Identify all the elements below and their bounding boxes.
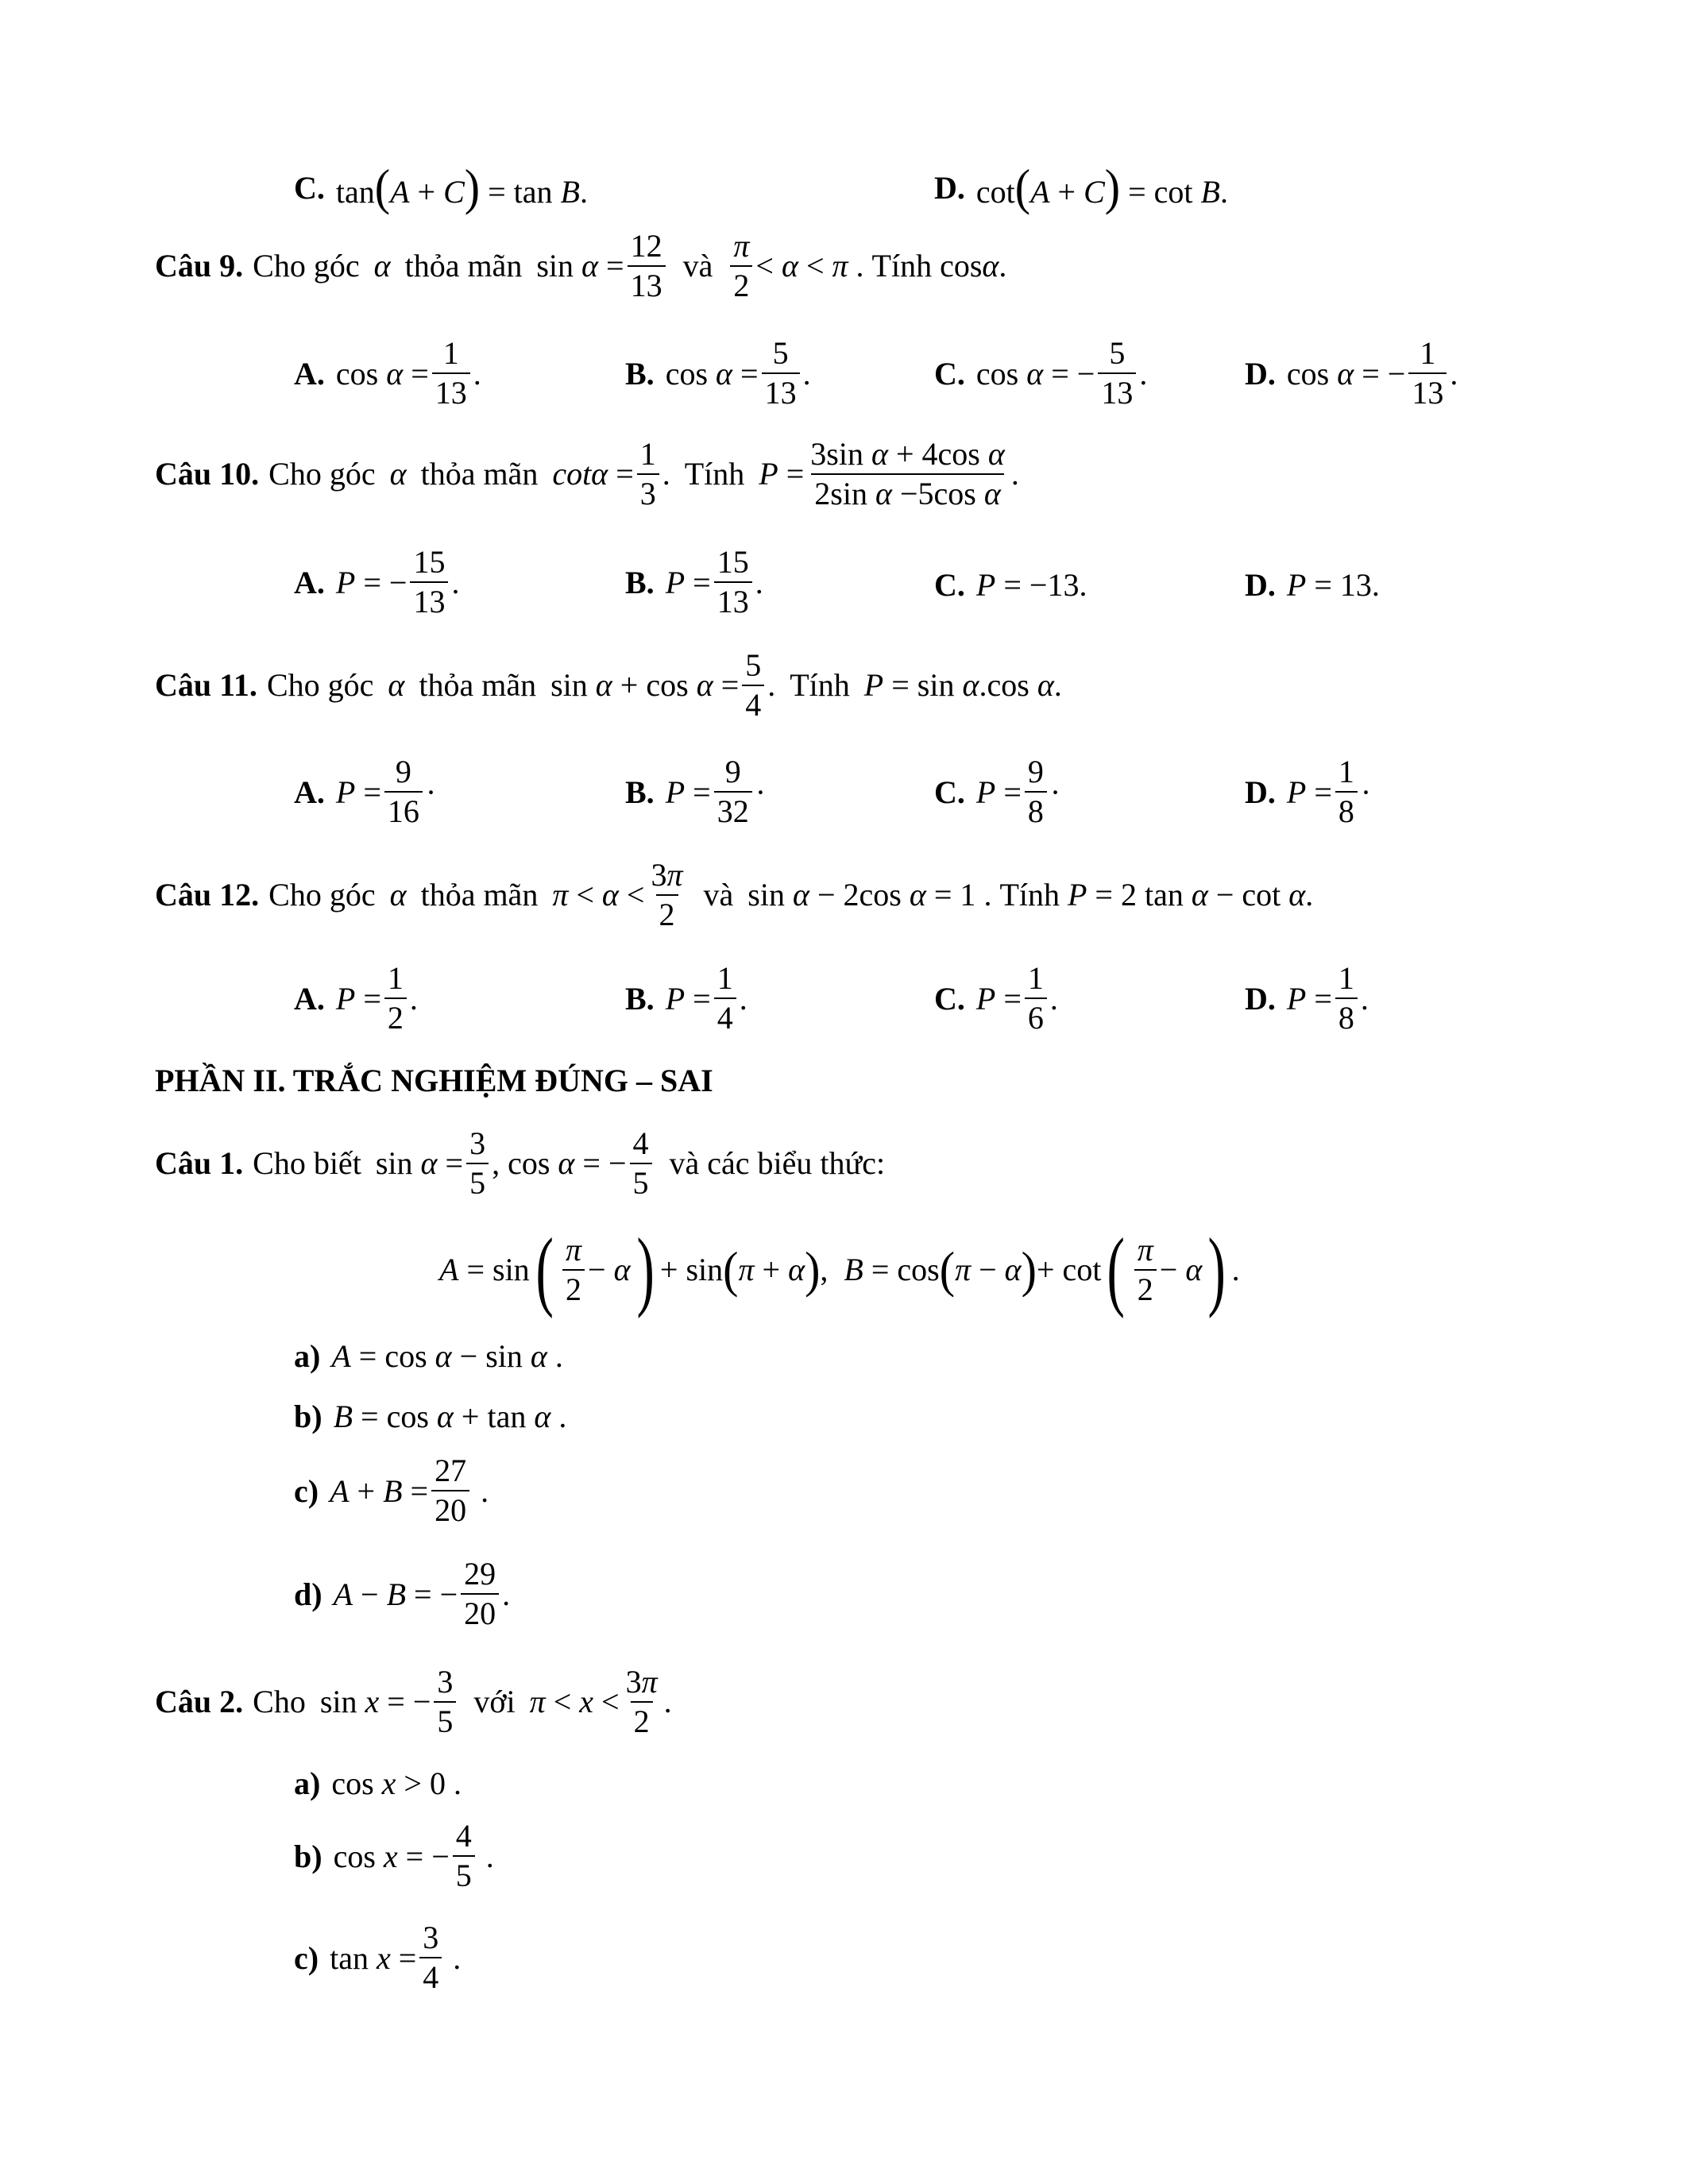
p2q1-formula: A = sin ( $\frac{\pi}{2}$ − α ) + sin ( π + α ) , B = cos ( π − α ) + cot ( $\frac{\pi}{2}$ − α ) . [439, 1221, 1240, 1319]
question-text: và [682, 248, 713, 284]
q9-option-c: C. cos α = − $\frac{5}{13}$ . [934, 335, 1148, 411]
q11-option-b: B. P = $\frac{9}{32}$ · [625, 754, 767, 829]
part2-question-1: Câu 1. Cho biết sin α = $\frac{3}{5}$ , cos α = − $\frac{4}{5}$ và các biểu thức: [155, 1125, 886, 1201]
q11-expr: P = sin α.cos α. [863, 667, 1062, 703]
question-label: Câu 1. [155, 1145, 244, 1181]
question-9: Câu 9. Cho góc α thỏa mãn sin α = $\frac{12}{13}$ và $\frac{\pi}{2}$ < α < π . Tính cosα. [155, 228, 1007, 303]
q9-option-b: B. cos α = $\frac{5}{13}$ . [625, 335, 811, 411]
item-label: b) [294, 1399, 323, 1434]
q8-option-c [294, 158, 588, 216]
q12-given: sin α − 2cos α = 1 [747, 877, 976, 913]
q11-given: sin α + cos α = [550, 667, 740, 703]
part2-question-2: Câu 2. Cho sin x = − $\frac{3}{5}$ với π < x < $\frac{3\pi}{2}$ . [155, 1664, 672, 1739]
q9-option-d: D. cos α = − $\frac{1}{13}$ . [1245, 335, 1458, 411]
p2q2-range: π < x < [529, 1684, 620, 1719]
q12-expr: P = 2 tan α − cot α. [1067, 877, 1314, 913]
option-label: C. [934, 774, 965, 810]
item-label: b) [294, 1838, 323, 1874]
option-label: B. [625, 980, 655, 1017]
item-label: a) [294, 1338, 321, 1374]
question-text: và các biểu thức: [669, 1145, 886, 1181]
question-text: Cho góc [266, 667, 374, 703]
q11-option-c: C. P = $\frac{9}{8}$ · [934, 754, 1061, 829]
q10-option-b: B. P = $\frac{15}{13}$ . [625, 544, 763, 619]
question-text: Cho góc [253, 248, 360, 284]
q11-option-a: A. P = $\frac{9}{16}$ · [294, 754, 437, 829]
question-10: Câu 10. Cho góc α thỏa mãn cotα = $\frac{1}{3}$ . Tính P = $\frac{\text{3sin α + 4cos α}}{\text{2sin α −5cos α}}$ . [155, 436, 1019, 511]
option-label: C. [934, 355, 965, 392]
option-label: C. [934, 567, 965, 603]
q9-ask: . Tính cosα. [848, 248, 1007, 284]
section-heading: PHẦN II. TRẮC NGHIỆM ĐÚNG – SAI [155, 1063, 713, 1098]
q10-option-c: C. P = −13. [934, 567, 1087, 603]
question-label: Câu 11. [155, 667, 257, 703]
question-text: Cho [253, 1684, 306, 1719]
option-label: D. [1245, 980, 1276, 1017]
option-label: B. [625, 355, 655, 392]
question-11: Câu 11. Cho góc α thỏa mãn sin α + cos α = $\frac{5}{4}$ . Tính P = sin α.cos α. [155, 647, 1062, 723]
question-text: Cho biết [253, 1145, 361, 1181]
item-label: a) [294, 1765, 321, 1801]
q12-option-b: B. P = $\frac{1}{4}$ . [625, 960, 747, 1036]
p2q1-given: sin α = [375, 1145, 464, 1181]
q12-option-d: D. P = $\frac{1}{8}$ . [1245, 960, 1369, 1036]
option-label: D. [1245, 355, 1276, 392]
option-label: D. [1245, 567, 1276, 603]
q10-option-d: D. P = 13. [1245, 567, 1380, 603]
question-label: Câu 2. [155, 1684, 244, 1719]
q11-option-d: D. P = $\frac{1}{8}$ · [1245, 754, 1372, 829]
q8-option-d [934, 158, 1228, 216]
fraction: $\frac{\pi}{2}$ [730, 230, 752, 302]
p2q2-given: sin x = − [319, 1684, 431, 1719]
p2q2-item-b: b) cos x = − $\frac{4}{5}$ . [294, 1818, 494, 1893]
option-label: A. [294, 980, 325, 1017]
question-label: Câu 10. [155, 456, 260, 492]
option-label: A. [294, 774, 325, 810]
option-label: B. [625, 774, 655, 810]
question-text: Tính [790, 667, 850, 703]
question-text: và [703, 877, 734, 913]
q8-option-d-expr: cot(A + C) = cot B. [975, 158, 1228, 216]
q12-option-a: A. P = $\frac{1}{2}$ . [294, 960, 418, 1036]
item-label: c) [294, 1939, 319, 1976]
q8-option-c-expr: tan(A + C) = tan B. [335, 158, 588, 216]
question-12: Câu 12. Cho góc α thỏa mãn π < α < $\frac{3\pi}{2}$ và sin α − 2cos α = 1 . Tính P = 2 tan α − cot α. [155, 857, 1314, 932]
item-label: c) [294, 1472, 319, 1509]
q12-option-c: C. P = $\frac{1}{6}$ . [934, 960, 1058, 1036]
question-text: Tính [684, 456, 745, 492]
fraction: $\frac{12}{13}$ [628, 230, 666, 302]
q9-given: sin α = [536, 248, 624, 284]
q10-given: cotα = [552, 456, 634, 492]
fraction: $\frac{\text{3sin α + 4cos α}}{\text{2sin α −5cos α}}$ [810, 436, 1005, 511]
p2q2-item-c: c) tan x = $\frac{3}{4}$ . [294, 1920, 462, 1995]
option-label: C. [294, 169, 325, 206]
p2q1-item-d: d) A − B = − $\frac{29}{20}$ . [294, 1556, 511, 1631]
question-text: Cho góc [268, 877, 376, 913]
q12-ask: . Tính [975, 877, 1068, 913]
question-text: Cho góc [268, 456, 376, 492]
option-label: A. [294, 564, 325, 600]
question-label: Câu 12. [155, 877, 260, 913]
q9-range: < α < π [755, 248, 848, 284]
p2q1-item-b: b) B = cos α + tan α . [294, 1399, 567, 1434]
option-label: D. [1245, 774, 1276, 810]
q10-expr: P = [759, 456, 805, 492]
p2q2-item-a: a) cos x > 0 . [294, 1765, 462, 1801]
q10-option-a: A. P = − $\frac{15}{13}$ . [294, 544, 460, 619]
question-text: thỏa mãn [419, 667, 537, 703]
q9-option-a: A. cos α = $\frac{1}{13}$ . [294, 335, 481, 411]
p2q1-item-c: c) A + B = $\frac{27}{20}$ . [294, 1453, 489, 1528]
question-text: thỏa mãn [404, 248, 523, 284]
q12-range: π < α < [552, 877, 645, 913]
option-label: B. [625, 564, 655, 600]
question-text: với [473, 1684, 516, 1719]
option-label: D. [934, 169, 965, 206]
item-label: d) [294, 1576, 323, 1612]
question-label: Câu 9. [155, 248, 244, 284]
question-text: thỏa mãn [420, 456, 539, 492]
question-text: thỏa mãn [420, 877, 539, 913]
p2q1-item-a: a) A = cos α − sin α . [294, 1338, 563, 1374]
option-label: A. [294, 355, 325, 392]
option-label: C. [934, 980, 965, 1017]
